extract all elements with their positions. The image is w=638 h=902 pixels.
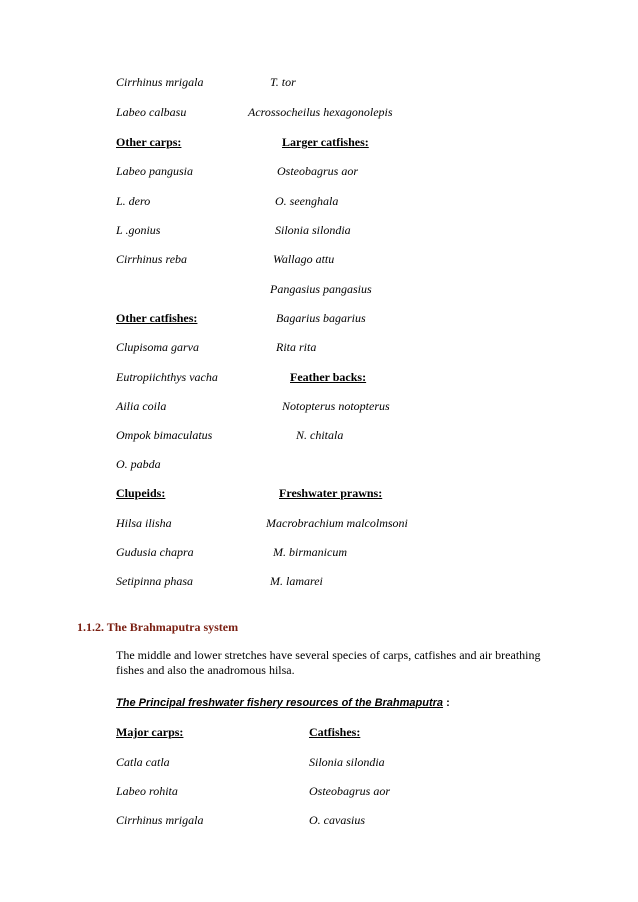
list-item: Labeo rohita [116,784,178,798]
list-item: Rita rita [276,340,317,354]
list-item: L .gonius [116,223,161,237]
list-item: Eutropiichthys vacha [116,370,218,384]
group-heading: Larger catfishes: [282,135,369,149]
list-item: Cirrhinus mrigala [116,75,204,89]
list-item: Cirrhinus mrigala [116,813,204,827]
list-item: Acrossocheilus hexagonolepis [248,105,393,119]
list-item: O. pabda [116,457,161,471]
list-item: Bagarius bagarius [276,311,366,325]
list-item: Silonia silondia [275,223,351,237]
list-item: Silonia silondia [309,755,385,769]
list-item: Gudusia chapra [116,545,194,559]
list-item: Ailia coila [116,399,167,413]
list-item: Osteobagrus aor [277,164,359,178]
list-item: Ompok bimaculatus [116,428,213,442]
list-item: O. cavasius [309,813,365,827]
list-item: T. tor [270,75,296,89]
list-item: Hilsa ilisha [116,516,172,530]
list-item: Wallago attu [273,252,335,266]
group-heading: Other catfishes: [116,311,198,325]
section-heading: 1.1.2. The Brahmaputra system [77,620,239,634]
resources-caption [116,696,450,710]
group-heading: Catfishes: [309,725,361,739]
section-paragraph: The middle and lower stretches have several species of carps, catfishes and air breathing fishes and also the anadromous hilsa. [116,648,541,677]
list-item: Macrobrachium malcolmsoni [266,516,408,530]
list-item: Pangasius pangasius [270,282,372,296]
caption-title: The Principal freshwater fishery resources of the Brahmaputra [116,697,444,709]
list-item: L. dero [116,194,151,208]
group-heading: Major carps: [116,725,184,739]
group-heading: Feather backs: [290,370,367,384]
caption-colon: : [443,697,450,709]
list-item: Clupisoma garva [116,340,200,354]
list-item: M. birmanicum [273,545,347,559]
group-heading: Freshwater prawns: [279,486,383,500]
list-item: Cirrhinus reba [116,252,188,266]
list-item: Notopterus notopterus [282,399,390,413]
list-item: Labeo calbasu [116,105,187,119]
group-heading: Clupeids: [116,486,166,500]
list-item: Osteobagrus aor [309,784,391,798]
list-item: N. chitala [296,428,344,442]
list-item: Labeo pangusia [116,164,194,178]
list-item: Catla catla [116,755,170,769]
list-item: M. lamarei [270,574,323,588]
list-item: O. seenghala [275,194,339,208]
list-item: Setipinna phasa [116,574,193,588]
group-heading: Other carps: [116,135,182,149]
